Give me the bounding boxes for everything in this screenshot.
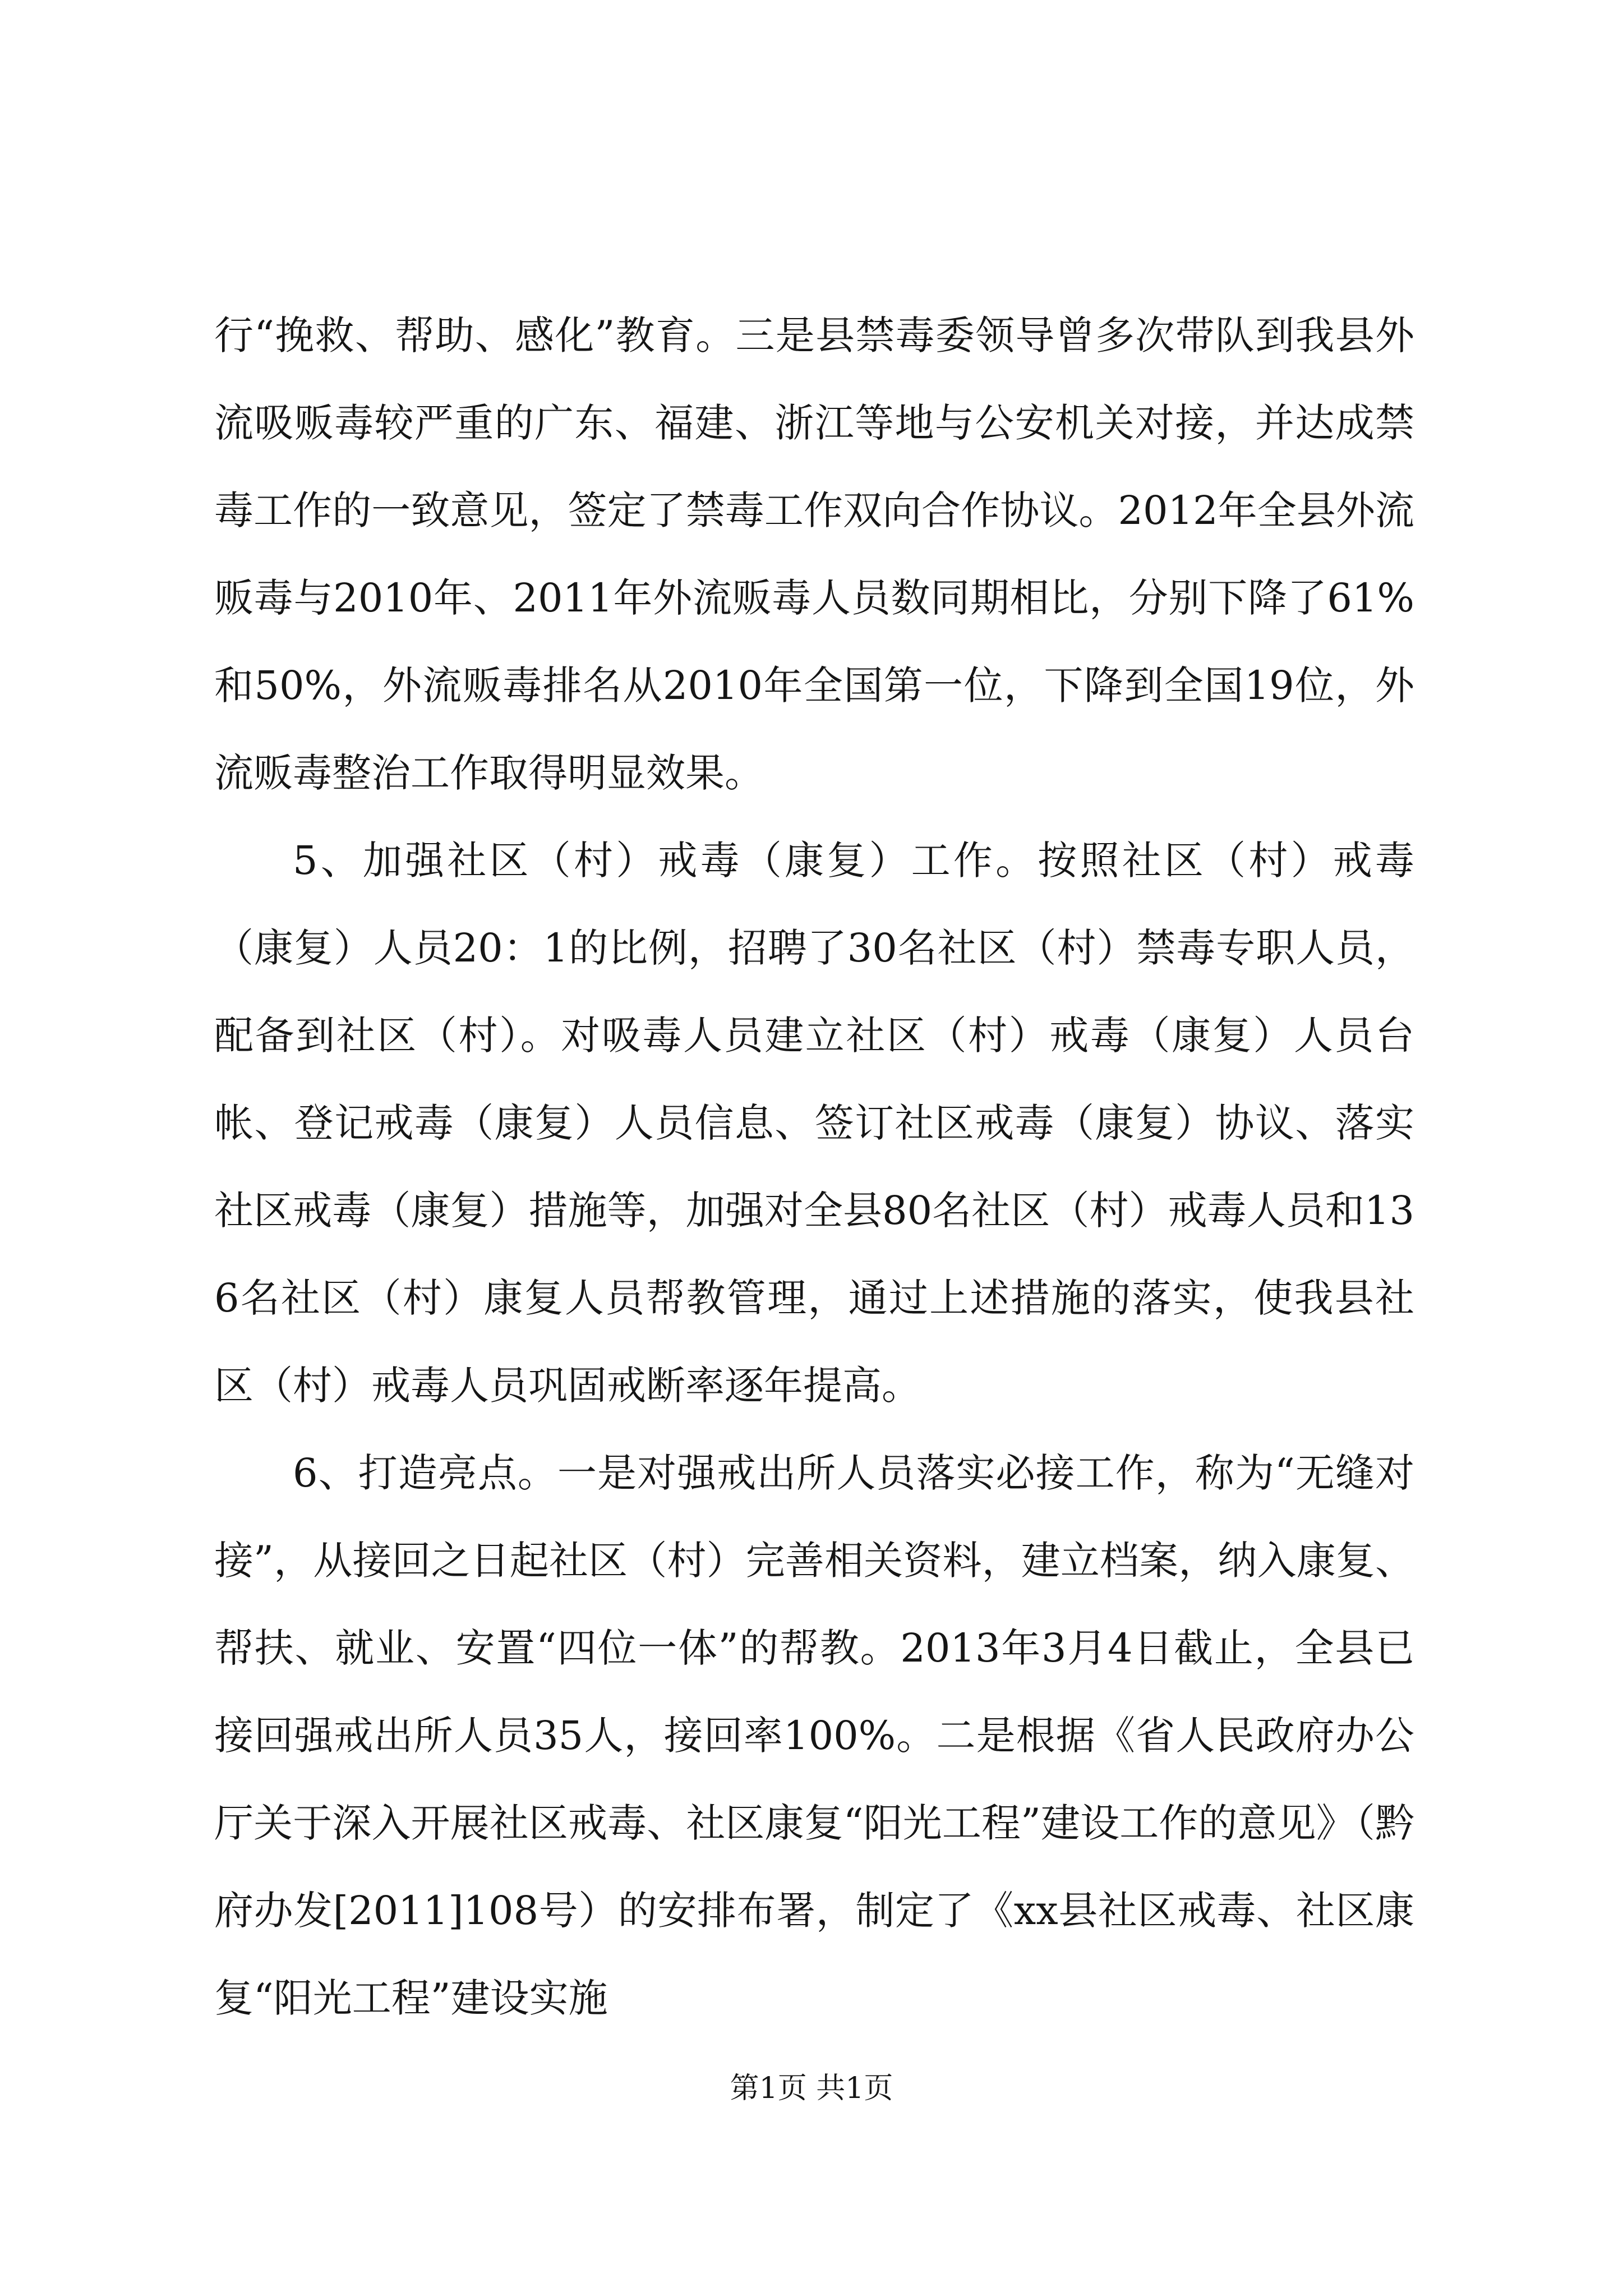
document-body [214, 292, 1414, 2042]
page-number-label: 第1页 共1页 [730, 2072, 893, 2105]
page-footer [0, 2069, 1623, 2108]
paragraph-item-5: 5、加强社区（村）戒毒（康复）工作。按照社区（村）戒毒（康复）人员20：1的比例，招聘了30名社区（村）禁毒专职人员，配备到社区（村）。对吸毒人员建立社区（村）戒毒（康复）人员台帐、登记戒毒（康复）人员信息、签订社区戒毒（康复）协议、落实社区戒毒（康复）措施等，加强对全县80名社区（村）戒毒人员和136名社区（村）康复人员帮教管理，通过上述措施的落实，使我县社区（村）戒毒人员巩固戒断率逐年提高。 [214, 838, 1414, 1409]
paragraph-item-6: 6、打造亮点。一是对强戒出所人员落实必接工作，称为“无缝对接”，从接回之日起社区（村）完善相关资料，建立档案，纳入康复、帮扶、就业、安置“四位一体”的帮教。2013年3月4日截止，全县已接回强戒出所人员35人，接回率100%。二是根据《省人民政府办公厅关于深入开展社区戒毒、社区康复“阳光工程”建设工作的意见》（黔府办发[2011]108号）的安排布署，制定了《xx县社区戒毒、社区康复“阳光工程”建设实施 [214, 1450, 1414, 2021]
paragraph-continuation: 行“挽救、帮助、感化”教育。三是县禁毒委领导曾多次带队到我县外流吸贩毒较严重的广东、福建、浙江等地与公安机关对接，并达成禁毒工作的一致意见，签定了禁毒工作双向合作协议。2012年全县外流贩毒与2010年、2011年外流贩毒人员数同期相比，分别下降了61%和50%，外流贩毒排名从2010年全国第一位，下降到全国19位，外流贩毒整治工作取得明显效果。 [214, 312, 1414, 796]
